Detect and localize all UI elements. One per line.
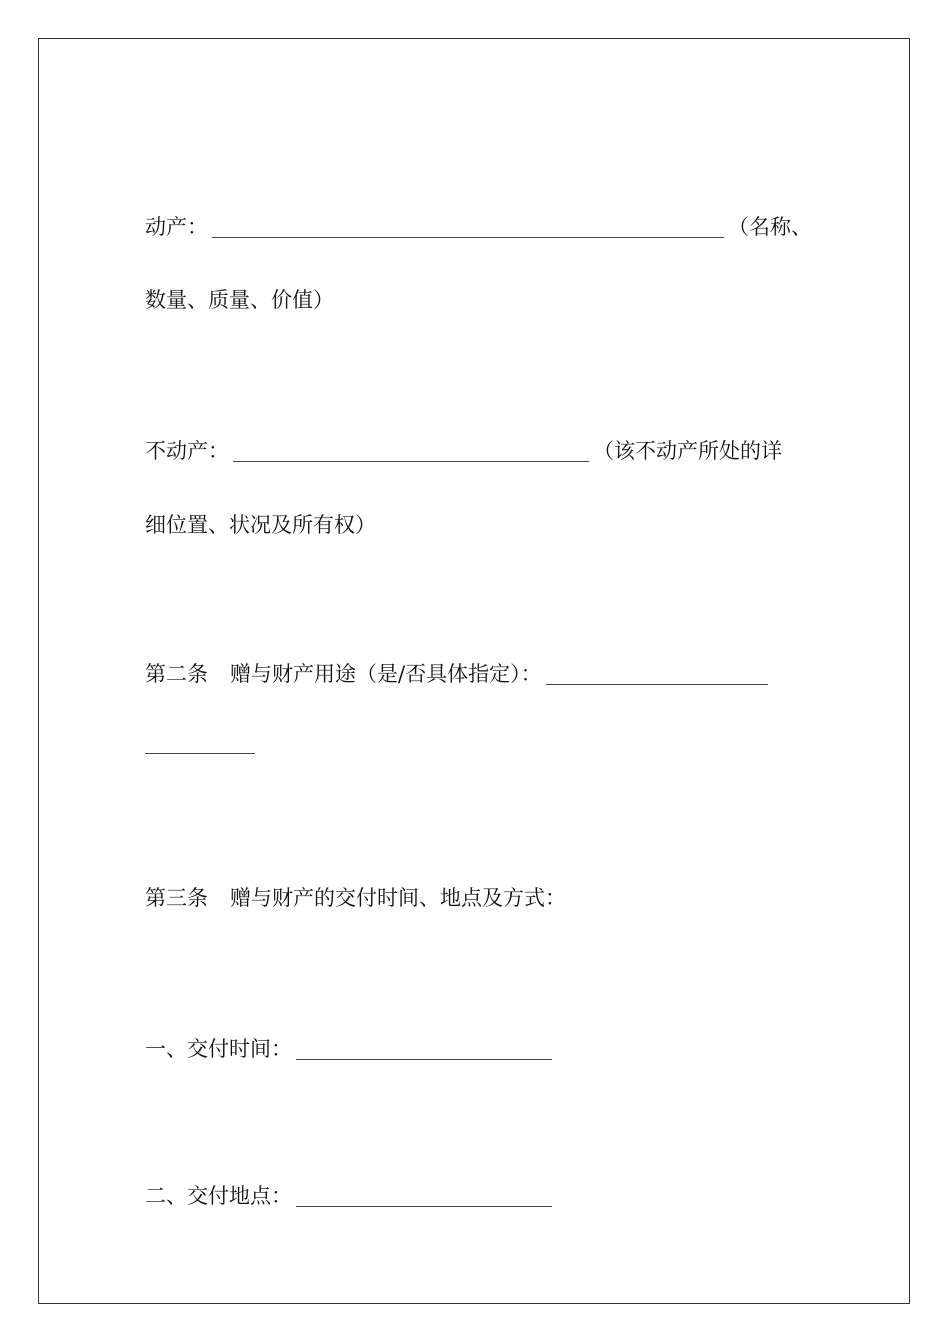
article-3-number: 第三条 xyxy=(145,886,208,910)
delivery-place-label: 二、交付地点： xyxy=(145,1184,292,1208)
article-3-line xyxy=(145,885,566,911)
immovable-property-blank[interactable] xyxy=(233,443,589,462)
article-2-line xyxy=(145,661,772,687)
article-2-text: 赠与财产用途（是/否具体指定）： xyxy=(230,662,542,686)
immovable-property-label: 不动产： xyxy=(145,439,229,463)
immovable-property-line xyxy=(145,438,782,464)
movable-property-continuation: 数量、质量、价值） xyxy=(145,288,334,312)
movable-property-blank[interactable] xyxy=(212,219,724,238)
immovable-property-suffix: （该不动产所处的详 xyxy=(593,439,782,463)
immovable-property-continuation: 细位置、状况及所有权） xyxy=(145,513,376,537)
delivery-time-blank[interactable] xyxy=(296,1041,552,1060)
delivery-time-line xyxy=(145,1036,556,1062)
movable-property-label: 动产： xyxy=(145,215,208,239)
delivery-time-label: 一、交付时间： xyxy=(145,1037,292,1061)
article-2-blank-continuation-line xyxy=(145,735,259,756)
movable-property-line xyxy=(145,214,812,240)
movable-property-suffix: （名称、 xyxy=(728,215,812,239)
delivery-place-line xyxy=(145,1183,556,1209)
article-2-number: 第二条 xyxy=(145,662,208,686)
article-2-blank[interactable] xyxy=(546,666,768,685)
delivery-place-blank[interactable] xyxy=(296,1188,552,1207)
article-2-blank-continuation[interactable] xyxy=(145,735,255,754)
article-3-text: 赠与财产的交付时间、地点及方式： xyxy=(230,886,566,910)
